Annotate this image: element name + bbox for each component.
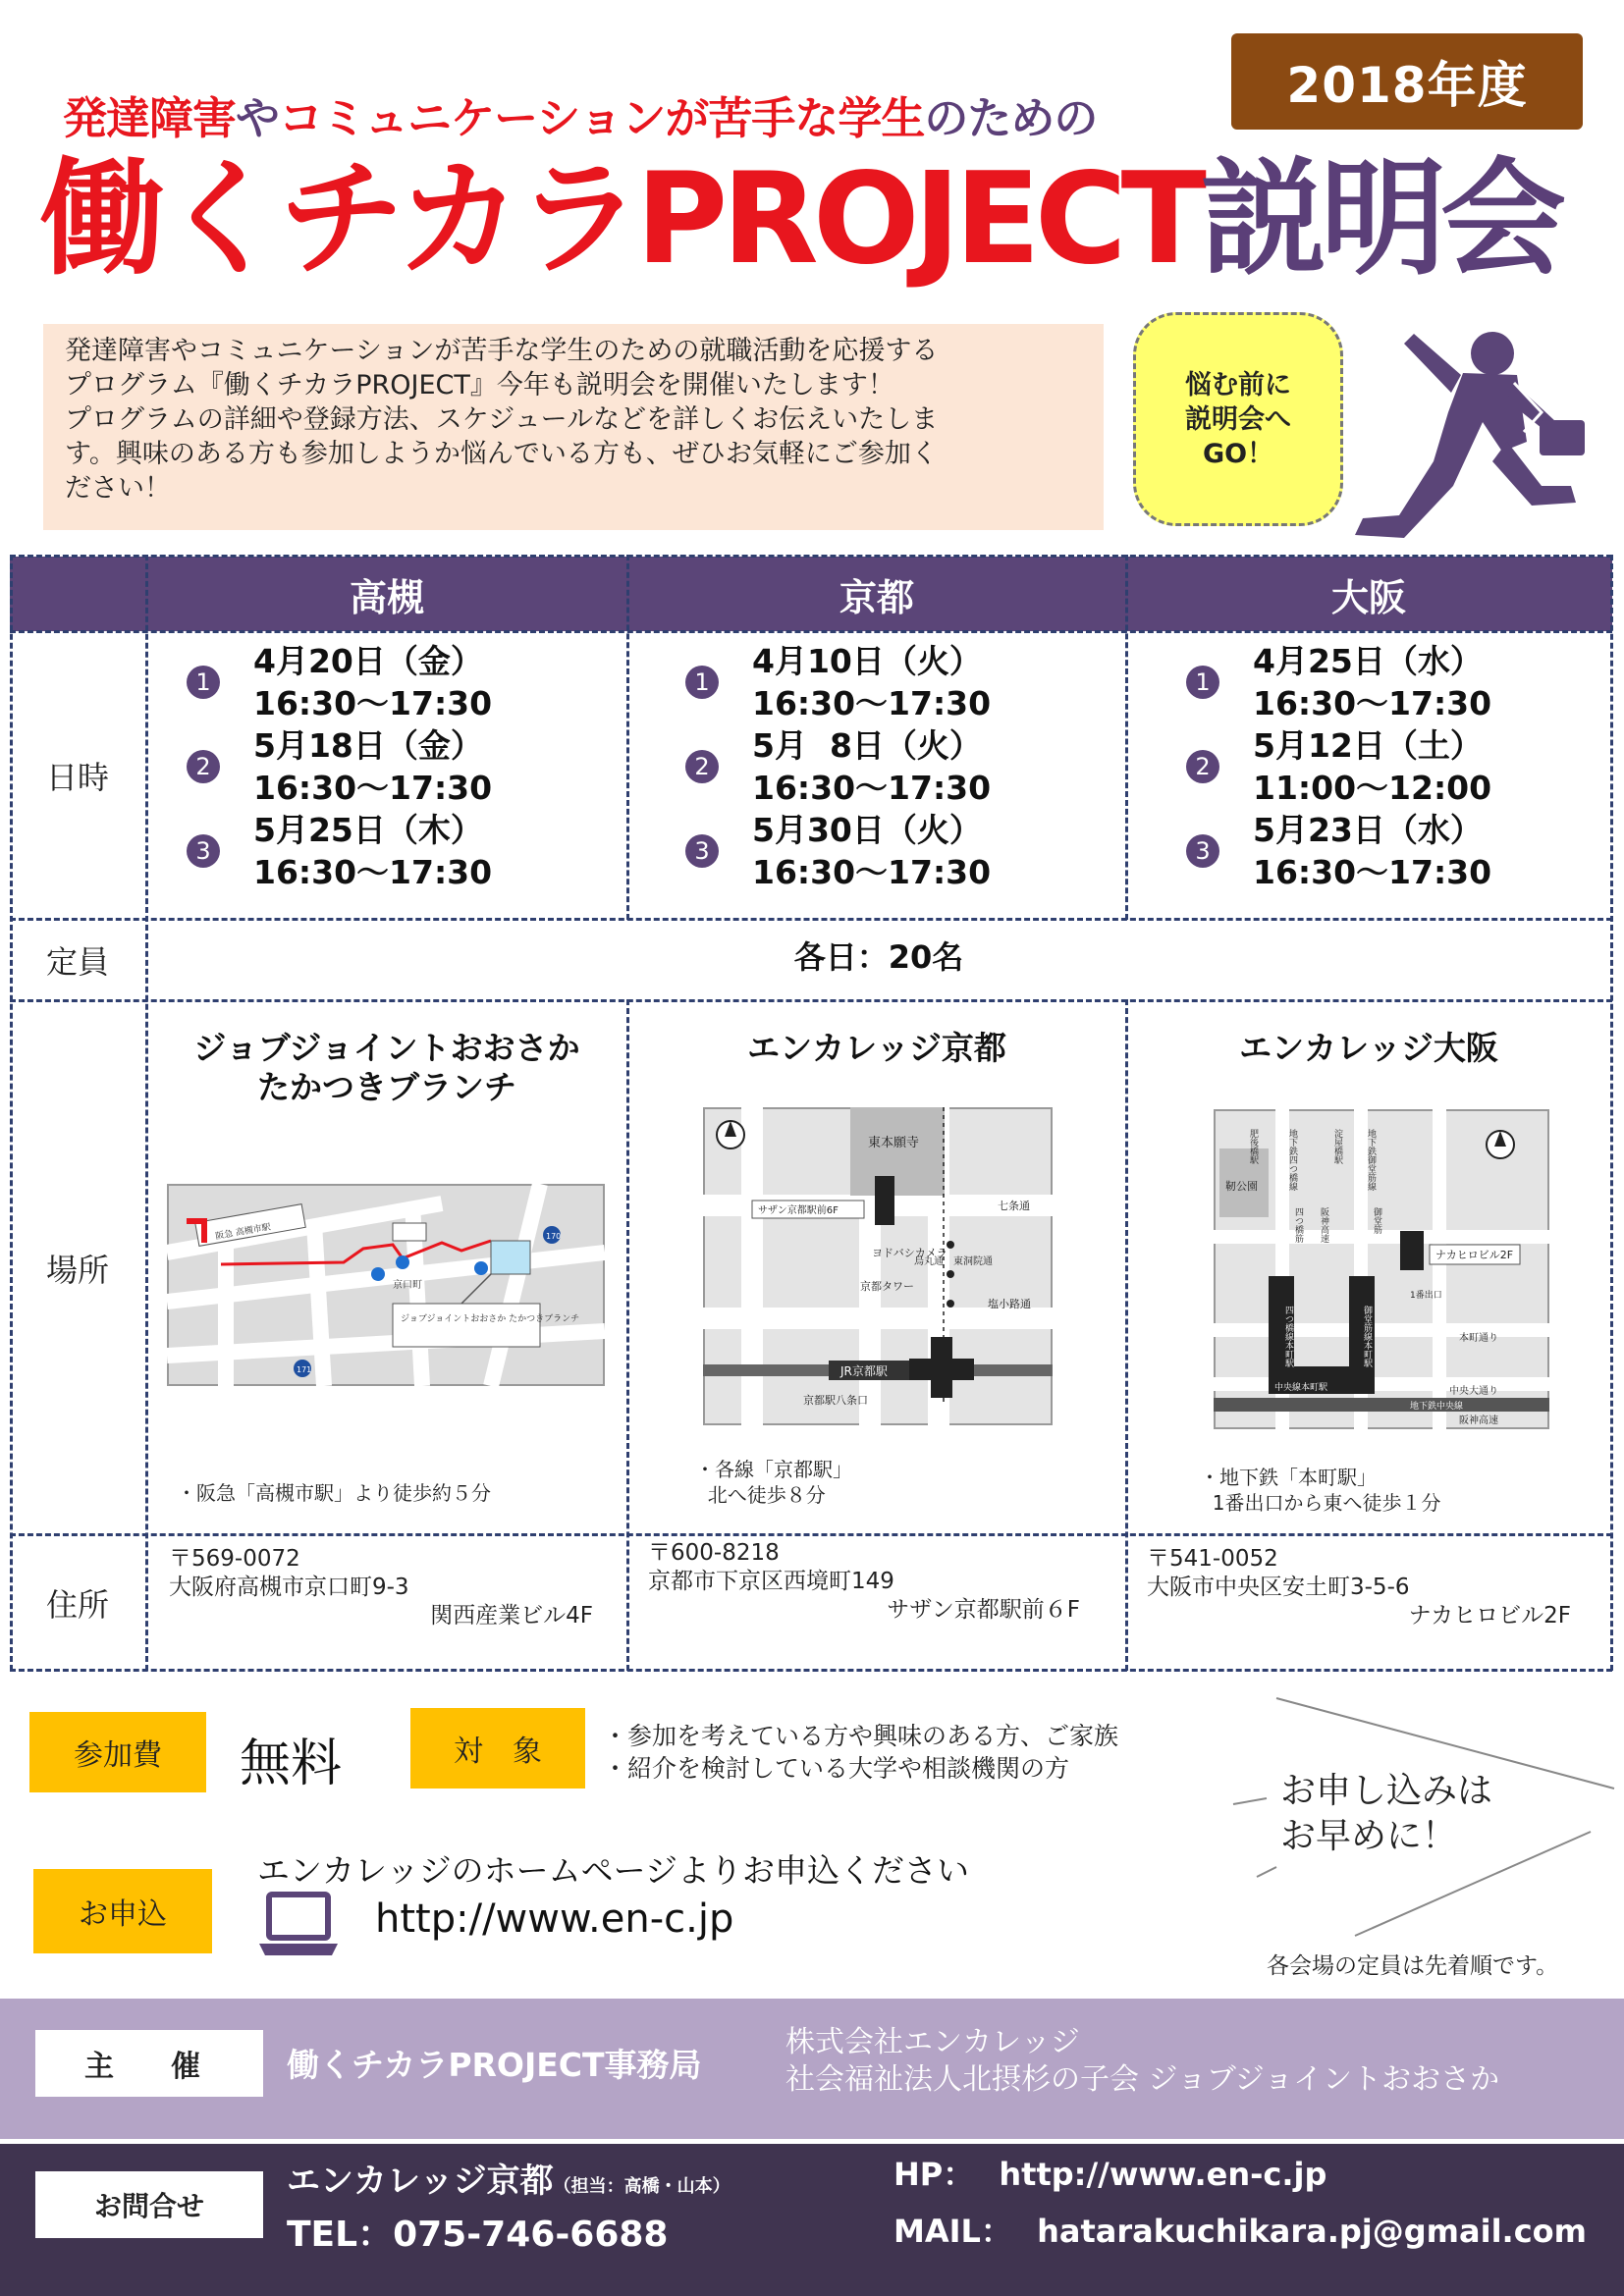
address-line2: 関西産業ビル4F	[430, 1603, 593, 1629]
session-date: 5月23日（水）	[1253, 811, 1483, 849]
venue-name-line1: ジョブジョイントおおさか	[193, 1029, 580, 1067]
map-note-kyoto: ・各線「京都駅」 北へ徒歩８分	[695, 1458, 852, 1507]
apply-label: お申込	[33, 1869, 212, 1953]
intro-line: プログラムの詳細や登録方法、スケジュールなどを詳しくお伝えいたしま	[65, 404, 939, 435]
postal-code: 〒569-0072	[169, 1546, 300, 1572]
year-badge: 2018年度	[1231, 33, 1583, 130]
session-date: 5月30日（火）	[752, 811, 982, 849]
early-line2: お早めに！	[1280, 1816, 1458, 1856]
organizer-members	[785, 2024, 1499, 2099]
table-divider	[1125, 555, 1128, 920]
session-date: 5月12日（土）	[1253, 726, 1483, 765]
intro-text-box	[43, 324, 1104, 530]
postal-code: 〒541-0052	[1147, 1546, 1278, 1572]
venue-name-line1: エンカレッジ京都	[747, 1029, 1006, 1067]
session	[187, 640, 492, 724]
session-time: 16:30～17:30	[752, 853, 992, 891]
speech-bubble	[1133, 312, 1343, 526]
session-time: 16:30～17:30	[253, 769, 493, 807]
session-date: 4月10日（火）	[752, 642, 982, 680]
subtitle-part3: コミュニケーションが苦手な学生	[279, 92, 925, 144]
map-label-exit1: 1番出口	[1410, 1291, 1442, 1301]
table-header-osaka: 大阪	[1330, 575, 1406, 619]
session	[1186, 809, 1491, 893]
subtitle	[63, 82, 1097, 146]
row-label-address: 住所	[45, 1585, 109, 1624]
north-arrow-icon	[717, 1121, 744, 1148]
map-label-midosuji: 御堂筋	[1372, 1207, 1381, 1234]
map-label-hanshin-top: 阪神高速	[1319, 1207, 1328, 1243]
postal-code: 〒600-8218	[648, 1540, 780, 1566]
table-divider	[10, 1669, 1612, 1672]
map-label-kyototower: 京都タワー	[860, 1280, 914, 1293]
map-label-jrkyoto: JR京都駅	[840, 1364, 888, 1378]
intro-line: プログラム『働くチカラPROJECT』今年も説明会を開催いたします！	[65, 370, 894, 400]
session-time: 16:30～17:30	[752, 769, 992, 807]
map-label-midosuji-line: 地下鉄御堂筋線	[1366, 1129, 1376, 1191]
venue-name-line1: エンカレッジ大阪	[1239, 1029, 1498, 1067]
map-label-yodobashi: ヨドバシカメラ	[872, 1247, 947, 1259]
session-time: 16:30～17:30	[1253, 853, 1492, 891]
schedule-takatsuki	[187, 640, 492, 893]
venue-name-line2: たかつきブランチ	[257, 1068, 516, 1106]
first-come-note: 各会場の定員は先着順です。	[1267, 1953, 1559, 1979]
map-label-yotsubashi-line: 地下鉄四つ橋線	[1287, 1129, 1297, 1191]
north-arrow-icon	[1487, 1131, 1514, 1158]
row-label-datetime: 日時	[45, 759, 109, 796]
session-number: 1	[187, 666, 220, 699]
main-title-red: 働くチカラPROJECT	[39, 146, 1201, 293]
subtitle-part2: や	[236, 92, 280, 144]
address-line2: サザン京都駅前６F	[887, 1597, 1080, 1623]
row-label-place: 場所	[45, 1251, 109, 1289]
map-label-shiokoji: 塩小路通	[988, 1298, 1031, 1310]
map-label-chuo-odori: 中央大通り	[1449, 1386, 1498, 1397]
session	[1186, 724, 1491, 809]
map-label-nakahiro: ナカヒロビル2F	[1435, 1249, 1514, 1261]
table-divider	[10, 999, 1612, 1002]
contact-office: エンカレッジ京都	[287, 2162, 554, 2201]
session-date: 5月25日（木）	[253, 811, 483, 849]
fee-value: 無料	[240, 1735, 343, 1793]
intro-line: ださい！	[65, 473, 171, 504]
address-osaka	[1147, 1545, 1571, 1630]
session-time: 16:30～17:30	[1253, 684, 1492, 722]
session-number: 2	[187, 750, 220, 783]
map-label-higashinotoin: 東洞院通	[953, 1256, 993, 1267]
session-date: 5月 8日（火）	[752, 726, 982, 765]
row-label-capacity: 定員	[45, 943, 109, 981]
mail-label: MAIL：	[893, 2213, 1012, 2250]
venue-kyoto	[628, 1029, 1125, 1068]
map-label-honmachi-dori: 本町通り	[1459, 1333, 1498, 1344]
capacity-value: 各日：20名	[793, 938, 964, 976]
contact-tel: TEL：075-746-6688	[287, 2215, 669, 2255]
table-header-takatsuki: 高槻	[349, 575, 424, 619]
hp-link[interactable]: http://www.en-c.jp	[999, 2156, 1327, 2193]
session-number: 2	[1186, 750, 1219, 783]
session-time: 16:30～17:30	[253, 853, 493, 891]
session	[685, 724, 991, 809]
map-label-hanshin-bottom: 阪神高速	[1459, 1415, 1498, 1426]
table-divider	[145, 555, 148, 1671]
map-kyoto	[703, 1107, 1053, 1425]
address-line2: ナカヒロビル2F	[1408, 1603, 1571, 1629]
session-number: 1	[1186, 666, 1219, 699]
schedule-kyoto	[685, 640, 991, 893]
bubble-line: 説明会へ	[1185, 403, 1291, 435]
organizer-member: 社会福祉法人北摂杉の子会 ジョブジョイントおおさか	[785, 2062, 1500, 2097]
bubble-line: 悩む前に	[1185, 369, 1291, 400]
address-line1: 大阪府高槻市京口町9-3	[169, 1575, 409, 1600]
schedule-osaka	[1186, 640, 1491, 893]
session	[187, 724, 492, 809]
contact-name	[287, 2154, 731, 2202]
address-kyoto	[648, 1539, 1080, 1625]
map-label-chuo-line: 地下鉄中央線	[1410, 1402, 1464, 1412]
contact-mail	[893, 2207, 1587, 2252]
intro-line: す。興味のある方も参加しようか悩んでいる方も、ぜひお気軽にご参加く	[65, 439, 938, 469]
map-label-yotsubashi-suji: 四つ橋筋	[1293, 1207, 1303, 1243]
main-title	[39, 147, 1560, 292]
address-line1: 京都市下京区西境町149	[648, 1569, 894, 1594]
session	[1186, 640, 1491, 724]
map-takatsuki	[167, 1184, 605, 1386]
map-label-utsubo: 靭公園	[1225, 1180, 1258, 1193]
hp-label: HP：	[893, 2156, 975, 2193]
map-label-shichijo: 七条通	[998, 1200, 1030, 1212]
laptop-icon	[257, 1891, 340, 1959]
subtitle-part4: のための	[924, 92, 1098, 144]
early-apply-notice	[1280, 1769, 1492, 1859]
map-label-station: 阪急 高槻市駅	[214, 1222, 272, 1243]
fee-label: 参加費	[29, 1712, 206, 1792]
session-time: 16:30～17:30	[253, 684, 493, 722]
table-divider	[626, 999, 629, 1671]
session-time: 16:30～17:30	[752, 684, 992, 722]
session-date: 5月18日（金）	[253, 726, 483, 765]
organizer-name: 働くチカラPROJECT事務局	[287, 2046, 702, 2084]
table-divider	[626, 555, 629, 920]
subtitle-part1: 発達障害	[63, 92, 237, 144]
early-line1: お申し込みは	[1280, 1771, 1493, 1811]
address-line1: 大阪市中央区安土町3-5-6	[1147, 1575, 1410, 1600]
contact-label: お問合せ	[35, 2171, 263, 2238]
map-label-karasuma: 烏丸通	[914, 1256, 944, 1267]
map-label-route171: 171	[297, 1365, 312, 1374]
map-label-hachijo: 京都駅八条口	[803, 1394, 868, 1407]
map-label-route170: 170	[546, 1232, 562, 1241]
map-osaka	[1214, 1109, 1549, 1429]
intro-line: 発達障害やコミュニケーションが苦手な学生のための就職活動を応援する	[65, 336, 939, 366]
map-label-higobashi: 肥後橋駅	[1248, 1129, 1258, 1164]
table-divider	[1610, 555, 1613, 1671]
session	[685, 640, 991, 724]
table-header-kyoto: 京都	[839, 575, 914, 619]
map-note-takatsuki: ・阪急「高槻市駅」より徒歩約５分	[177, 1481, 491, 1505]
map-label-yodoyabashi: 淀屋橋駅	[1332, 1129, 1342, 1164]
apply-url-link[interactable]: http://www.en-c.jp	[375, 1896, 734, 1942]
table-border-top	[10, 555, 1612, 558]
session-number: 2	[685, 750, 719, 783]
map-label-branch: ジョブジョイントおおさか たかつきブランチ	[401, 1314, 580, 1324]
target-description: ・参加を考えている方や興味のある方、ご家族 ・紹介を検討している大学や相談機関の方	[603, 1722, 1119, 1783]
map-label-higashihonganji: 東本願寺	[868, 1136, 920, 1150]
bubble-line: GO！	[1202, 438, 1274, 469]
table-divider	[10, 630, 1612, 633]
session-date: 4月20日（金）	[253, 642, 483, 680]
table-divider	[10, 1533, 1612, 1536]
table-divider	[1125, 999, 1128, 1671]
contact-staff: （担当：高橋・山本）	[553, 2176, 731, 2197]
mail-link[interactable]: hatarakuchikara.pj@gmail.com	[1037, 2213, 1587, 2250]
session-number: 3	[187, 834, 220, 868]
address-takatsuki	[169, 1545, 593, 1630]
map-label-southern: サザン京都駅前6F	[758, 1205, 839, 1216]
organizer-label: 主 催	[35, 2030, 263, 2097]
map-label-kyoguchi: 京口町	[393, 1280, 422, 1291]
session-number: 3	[685, 834, 719, 868]
session	[685, 809, 991, 893]
apply-note: エンカレッジのホームページよりお申込ください	[257, 1851, 970, 1890]
organizer-member: 株式会社エンカレッジ	[785, 2025, 1080, 2059]
session	[187, 809, 492, 893]
map-label-midosuji-honmachi: 御堂筋線本町駅	[1362, 1306, 1372, 1367]
map-note-osaka: ・地下鉄「本町駅」 1番出口から東へ徒歩１分	[1200, 1466, 1441, 1515]
session-number: 3	[1186, 834, 1219, 868]
table-divider	[10, 918, 1612, 921]
session-number: 1	[685, 666, 719, 699]
venue-takatsuki	[147, 1029, 626, 1107]
main-title-purple: 説明会	[1200, 146, 1560, 293]
map-label-chuo-honmachi: 中央線本町駅	[1274, 1383, 1328, 1393]
contact-hp	[893, 2150, 1326, 2195]
session-date: 4月25日（水）	[1253, 642, 1483, 680]
venue-osaka	[1127, 1029, 1610, 1068]
session-time: 11:00～12:00	[1253, 769, 1492, 807]
runner-icon	[1345, 314, 1591, 550]
target-label: 対 象	[410, 1708, 585, 1789]
map-label-yotsubashi-honmachi: 四つ橋線本町駅	[1283, 1306, 1293, 1367]
